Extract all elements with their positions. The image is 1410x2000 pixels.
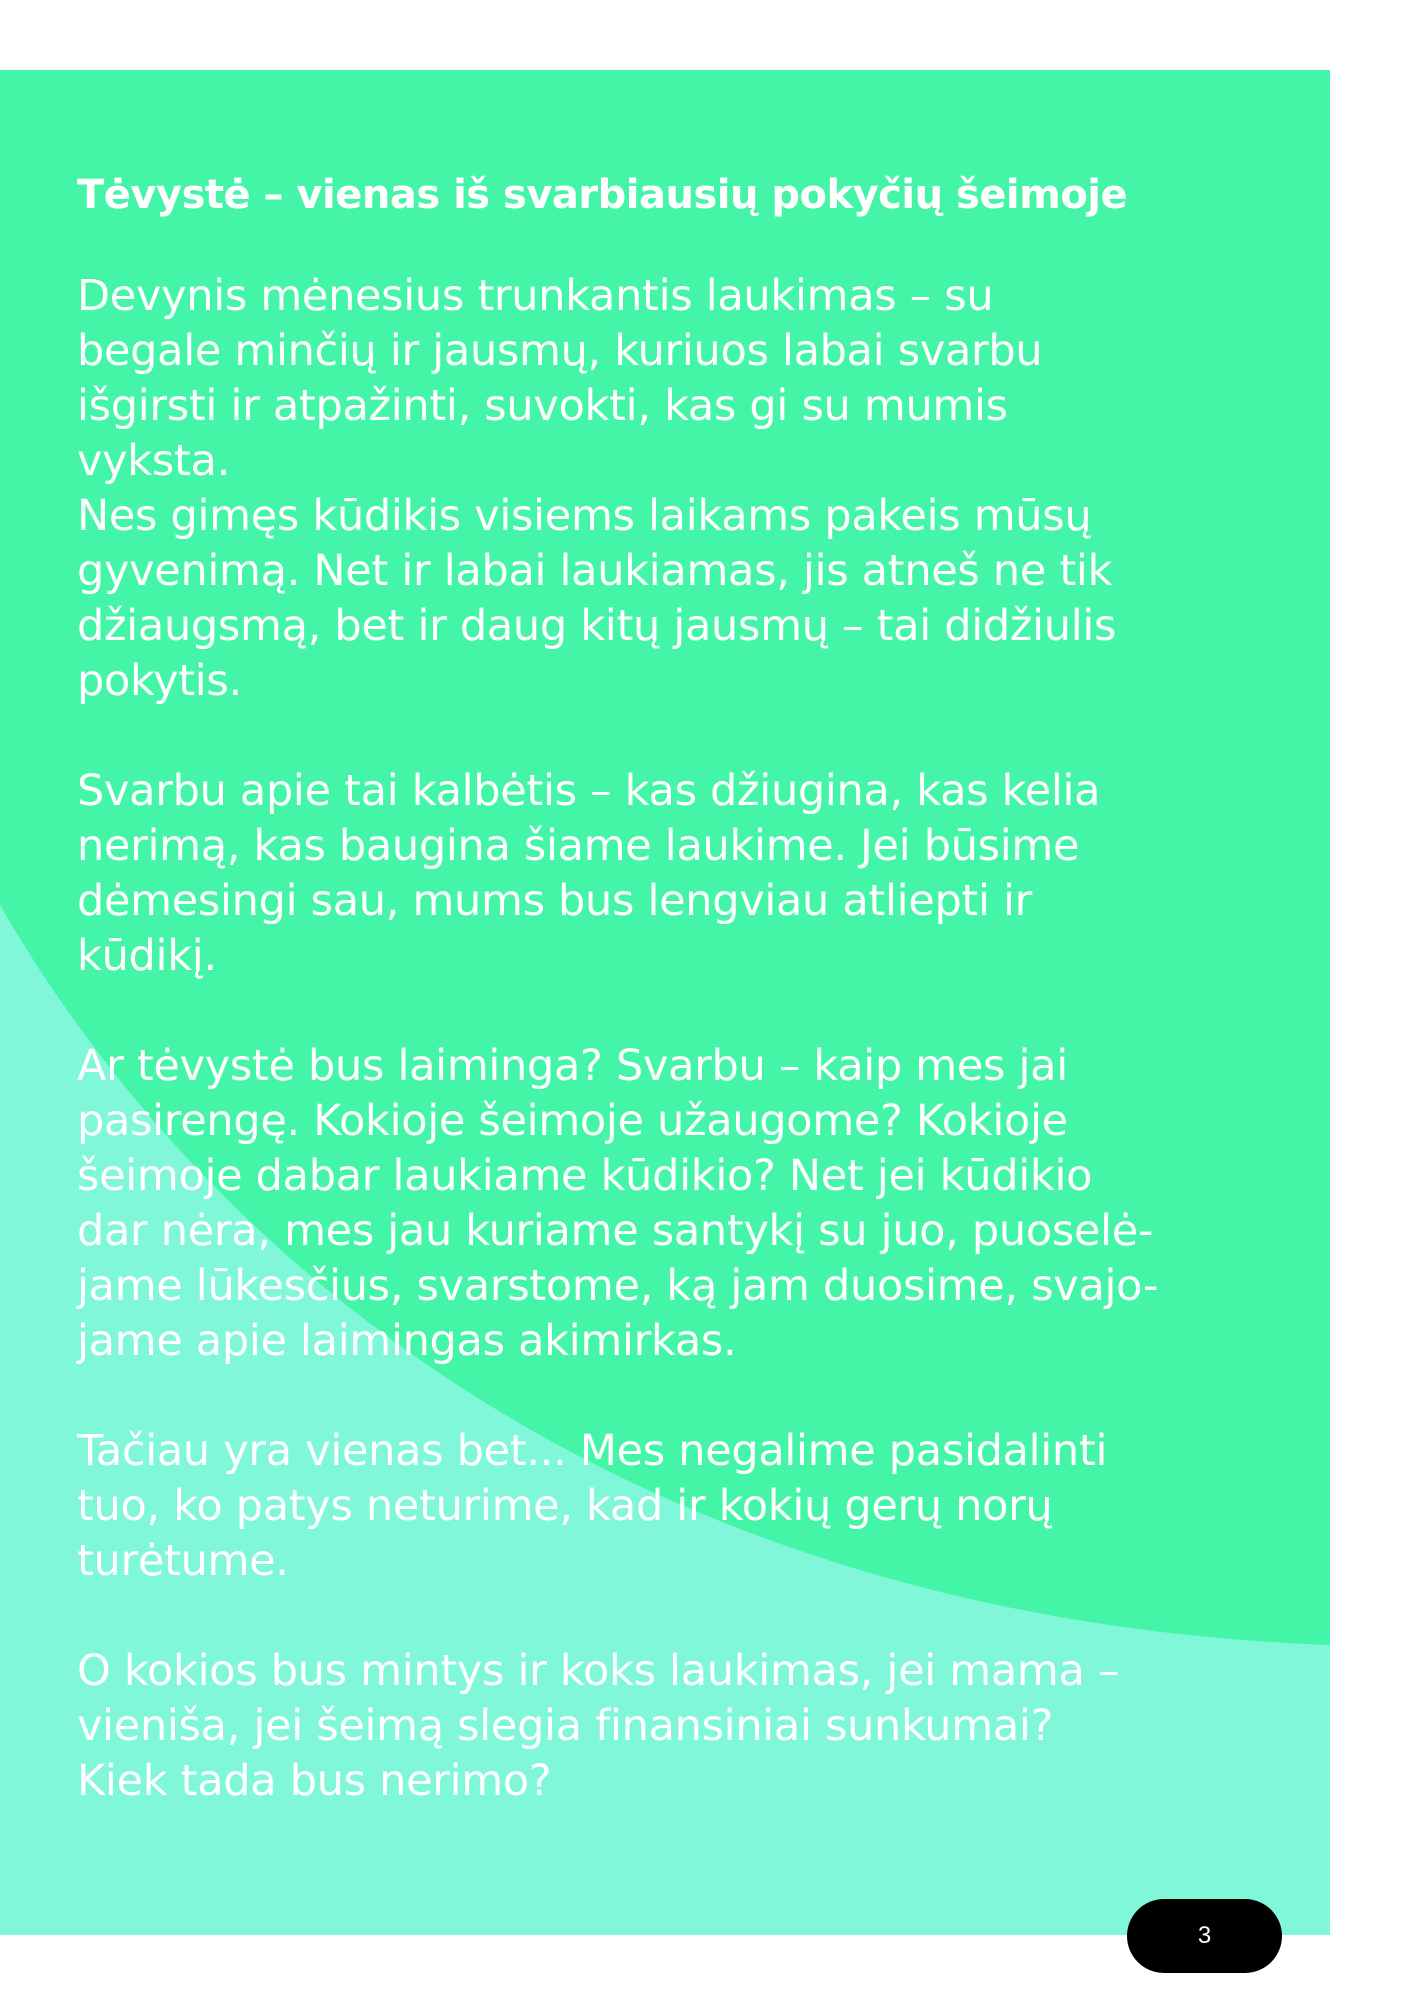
paragraph-line: dar nėra, mes jau kuriame santykį su juo, puoselė-	[77, 1206, 1154, 1256]
paragraph-line: Nes gimęs kūdikis visiems laikams pakeis mūsų	[77, 491, 1092, 541]
paragraph-line: pasirengę. Kokioje šeimoje užaugome? Kokioje	[77, 1096, 1068, 1146]
paragraph-line: Svarbu apie tai kalbėtis – kas džiugina, kas kelia	[77, 766, 1101, 816]
paragraph-line: išgirsti ir atpažinti, suvokti, kas gi su mumis	[77, 381, 1008, 431]
paragraph-1	[77, 269, 1307, 709]
paragraph-line: vienišа, jei šeimą slegia finansiniai sunkumai?	[77, 1701, 1054, 1751]
paragraph-3	[77, 1039, 1307, 1369]
paragraph-2	[77, 764, 1307, 984]
paragraph-4	[77, 1424, 1307, 1589]
paragraph-line: jame lūkesčius, svarstome, ką jam duosime, svajo-	[77, 1261, 1159, 1311]
paragraph-line: begale minčių ir jausmų, kuriuos labai svarbu	[77, 326, 1043, 376]
paragraph-line: vyksta.	[77, 436, 230, 486]
page-number-badge: 3	[1127, 1899, 1282, 1973]
paragraph-line: dėmesingi sau, mums bus lengviau atliepti ir	[77, 876, 1033, 926]
paragraph-line: pokytis.	[77, 656, 242, 706]
paragraph-line: O kokios bus mintys ir koks laukimas, jei mama –	[77, 1646, 1120, 1696]
paragraph-line: kūdikį.	[77, 931, 217, 981]
paragraph-line: turėtume.	[77, 1536, 289, 1586]
paragraph-line: Ar tėvystė bus laiminga? Svarbu – kaip mes jai	[77, 1041, 1068, 1091]
page-title: Tėvystė – vienas iš svarbiausių pokyčių šeimoje	[77, 172, 1128, 218]
paragraph-line: šeimoje dabar laukiame kūdikio? Net jei kūdikio	[77, 1151, 1093, 1201]
paragraph-line: Devynis mėnesius trunkantis laukimas – su	[77, 271, 994, 321]
page-panel	[0, 70, 1330, 1935]
content	[77, 165, 1307, 1864]
paragraph-line: jame apie laimingas akimirkas.	[77, 1316, 737, 1366]
paragraph-line: džiaugsmą, bet ir daug kitų jausmų – tai didžiulis	[77, 601, 1117, 651]
paragraph-5	[77, 1644, 1307, 1809]
paragraph-line: Tačiau yra vienas bet... Mes negalime pasidalinti	[77, 1426, 1108, 1476]
paragraph-line: gyvenimą. Net ir labai laukiamas, jis atneš ne tik	[77, 546, 1113, 596]
paragraph-line: Kiek tada bus nerimo?	[77, 1756, 552, 1806]
paragraph-line: tuo, ko patys neturime, kad ir kokių gerų norų	[77, 1481, 1053, 1531]
paragraph-line: nerimą, kas baugina šiame laukime. Jei būsime	[77, 821, 1080, 871]
